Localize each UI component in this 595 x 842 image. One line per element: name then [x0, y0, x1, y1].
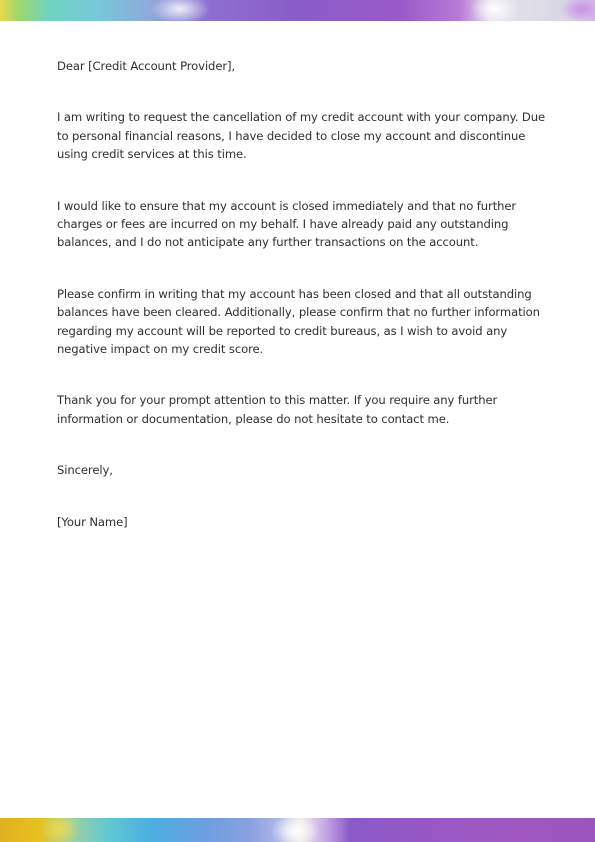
letter-salutation: Dear [Credit Account Provider], [57, 59, 236, 73]
letter-paragraph-4: Thank you for your prompt attention to this matter. If you require any further information or documentation, please do not hesitate to contact me. [57, 393, 498, 426]
bottom-decorative-band [0, 818, 595, 842]
letter-paragraph-2: I would like to ensure that my account is closed immediately and that no further charges or fees are incurred on my behalf. I have already paid any outstanding balances, and I do not anticipate any further transactions on the account. [57, 198, 517, 250]
letter-closing: Sincerely, [57, 463, 113, 478]
letter-signature: [Your Name] [57, 514, 128, 529]
bottom-band-highlight [270, 818, 320, 842]
letter-paragraph-1: I am writing to request the cancellation of my credit account with your company. Due to personal financial reasons, I have decided to close my account and discontinue using credit services at this time. [57, 110, 545, 162]
top-band-highlight [150, 0, 210, 21]
top-decorative-band [0, 0, 595, 21]
letter-body [57, 57, 547, 531]
top-band-highlight [470, 0, 520, 21]
letter-paragraph-3: Please confirm in writing that my account has been closed and that all outstanding balances have been cleared. Additionally, please confirm that no further information regarding my account will be reported to credit bureaus, as I wish to avoid any negative impact on my credit score. [57, 286, 540, 357]
bottom-band-accent [40, 818, 80, 842]
top-band-accent [560, 0, 595, 21]
